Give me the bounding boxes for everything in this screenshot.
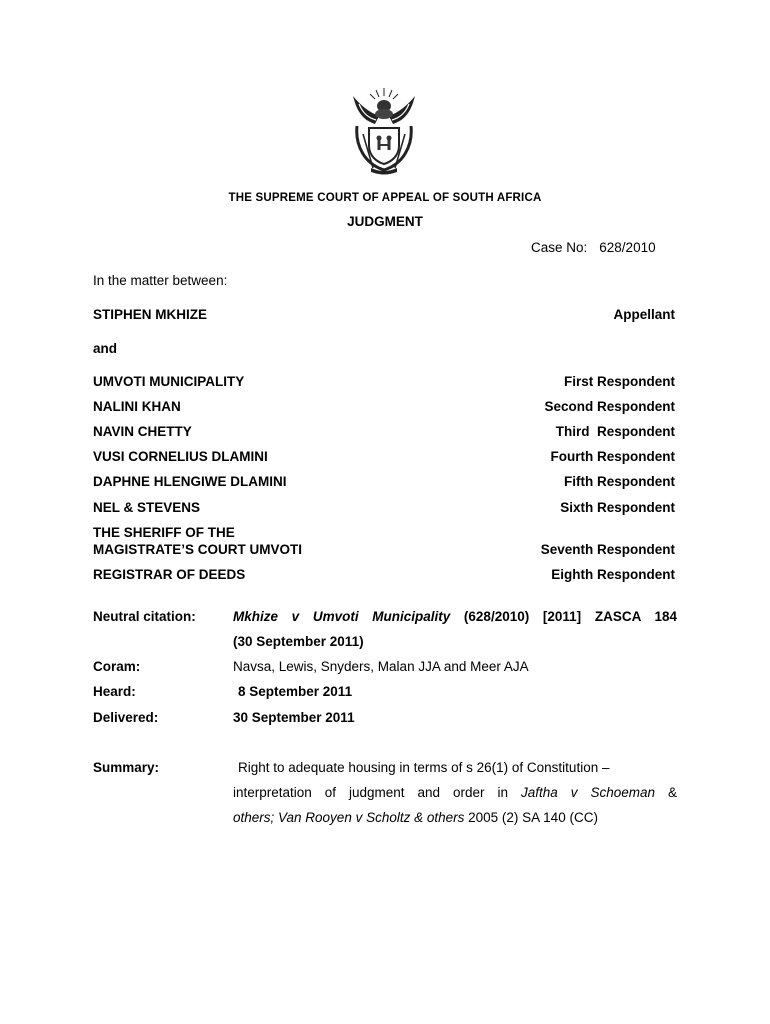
- respondent-name: VUSI CORNELIUS DLAMINI: [93, 449, 268, 464]
- respondent-name: REGISTRAR OF DEEDS: [93, 567, 246, 582]
- respondent-role: Second Respondent: [544, 399, 675, 414]
- coram-value: Navsa, Lewis, Snyders, Malan JJA and Meer AJA: [233, 659, 529, 674]
- summary-line-1: Right to adequate housing in terms of s 26(1) of Constitution –: [238, 760, 610, 775]
- coat-of-arms-icon: [345, 84, 423, 176]
- matter-intro: In the matter between:: [93, 273, 228, 288]
- citation-case-name: Mkhize v Umvoti Municipality: [233, 609, 451, 624]
- neutral-citation-value: [233, 609, 677, 624]
- document-title: JUDGMENT: [347, 214, 423, 229]
- summary-case-names: others; Van Rooyen v Scholtz & others: [233, 810, 465, 825]
- respondent-name: DAPHNE HLENGIWE DLAMINI: [93, 474, 287, 489]
- respondent-role: Sixth Respondent: [560, 500, 675, 515]
- respondent-role: Fifth Respondent: [564, 474, 675, 489]
- summary-case-name: Jaftha v Schoeman: [520, 785, 655, 800]
- summary-line-2: [233, 785, 677, 800]
- summary-text: interpretation of judgment and order in: [233, 785, 521, 800]
- case-number-value: 628/2010: [599, 240, 656, 255]
- and-separator: and: [93, 341, 118, 356]
- respondent-role: Eighth Respondent: [551, 567, 675, 582]
- summary-text: &: [655, 785, 677, 800]
- respondent-role: First Respondent: [563, 374, 675, 389]
- court-title: THE SUPREME COURT OF APPEAL OF SOUTH AFRICA: [228, 192, 542, 204]
- delivered-label: Delivered:: [93, 710, 159, 725]
- appellant-name: STIPHEN MKHIZE: [93, 307, 208, 322]
- case-number: [531, 240, 656, 255]
- coram-label: Coram:: [93, 659, 141, 674]
- summary-line-3: [233, 810, 598, 825]
- respondent-role: Seventh Respondent: [540, 542, 675, 557]
- respondent-role: Third Respondent: [555, 424, 675, 439]
- summary-label: Summary:: [93, 760, 160, 775]
- summary-law-report: 2005 (2) SA 140 (CC): [464, 810, 598, 825]
- respondent-name: NAVIN CHETTY: [93, 424, 192, 439]
- case-number-label: Case No:: [531, 240, 588, 255]
- respondent-name: NALINI KHAN: [93, 399, 181, 414]
- respondent-name: NEL & STEVENS: [93, 500, 201, 515]
- respondent-name: UMVOTI MUNICIPALITY: [93, 374, 245, 389]
- heard-value: 8 September 2011: [238, 684, 353, 699]
- respondent-name-line1: THE SHERIFF OF THE: [93, 525, 235, 540]
- citation-reference: (628/2010) [2011] ZASCA 184: [450, 609, 678, 624]
- neutral-citation-label: Neutral citation:: [93, 609, 196, 624]
- delivered-value: 30 September 2011: [233, 710, 355, 725]
- respondent-role: Fourth Respondent: [550, 449, 675, 464]
- heard-label: Heard:: [93, 684, 136, 699]
- appellant-role: Appellant: [613, 307, 675, 322]
- neutral-citation-date: (30 September 2011): [233, 634, 364, 649]
- respondent-name-line2: MAGISTRATE’S COURT UMVOTI: [93, 542, 302, 557]
